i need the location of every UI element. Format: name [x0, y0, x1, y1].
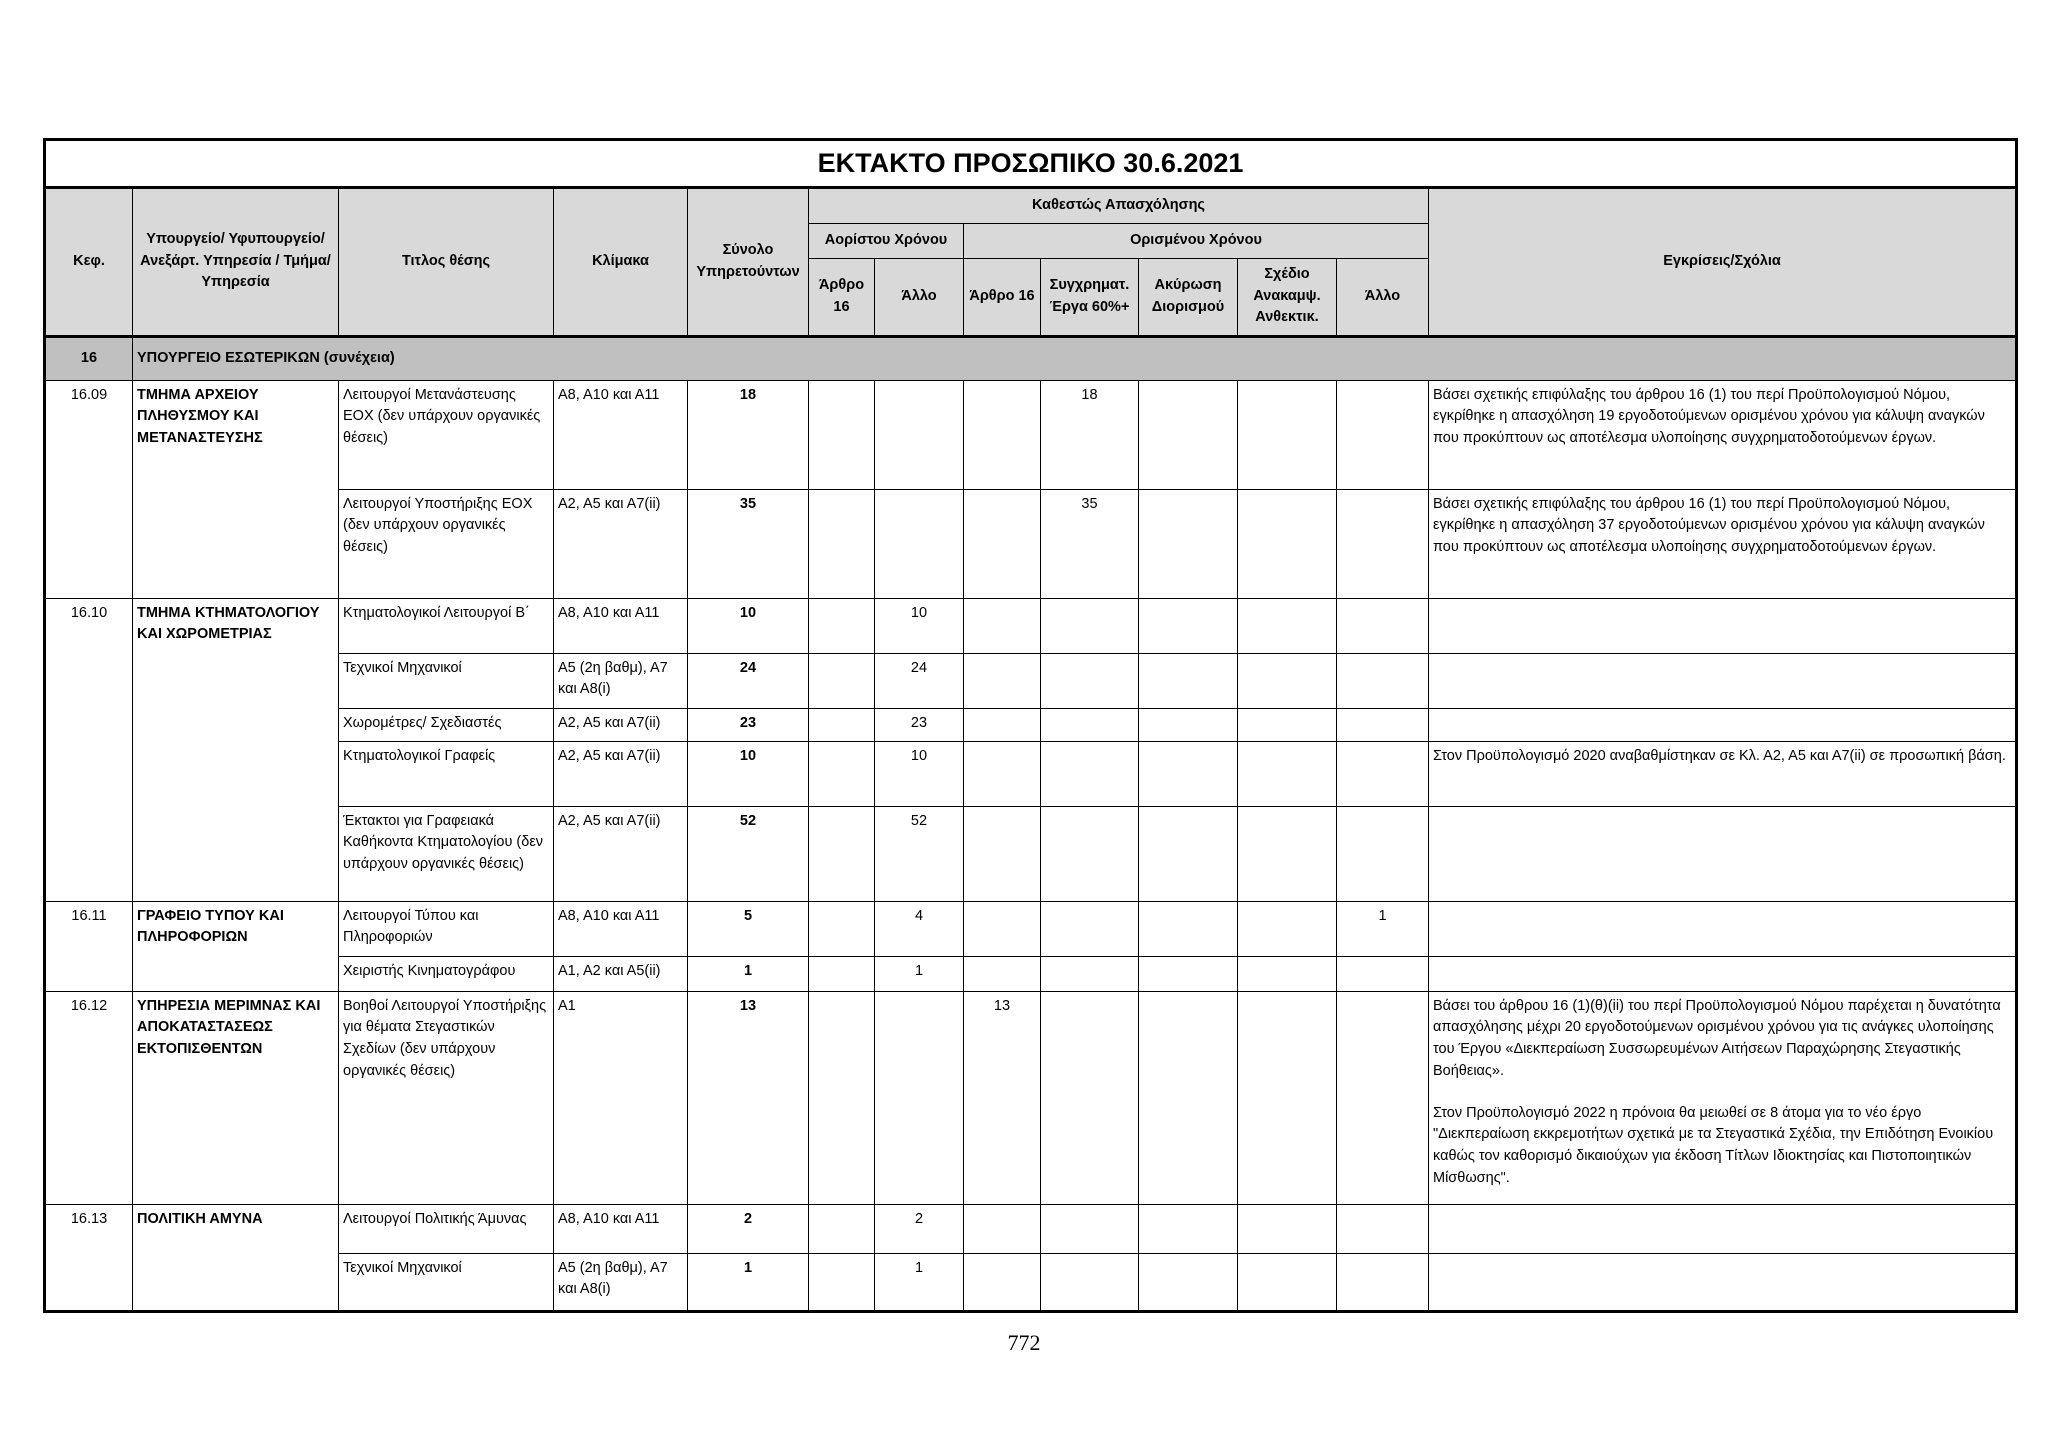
total-serving: 52: [688, 806, 809, 901]
position-title: Λειτουργοί Μετανάστευσης ΕΟΧ (δεν υπάρχουν οργανικές θέσεις): [339, 380, 554, 489]
salary-scale: Α8, Α10 και Α11: [554, 901, 688, 956]
department-name: ΤΜΗΜΑ ΑΡΧΕΙΟΥ ΠΛΗΘΥΣΜΟΥ ΚΑΙ ΜΕΤΑΝΑΣΤΕΥΣΗΣ: [133, 380, 339, 598]
salary-scale: Α2, Α5 και Α7(ii): [554, 806, 688, 901]
header-recovery: Σχέδιο Ανακαμψ. Ανθεκτικ.: [1238, 258, 1337, 336]
table-row: [45, 901, 2017, 956]
count-art16-a: [809, 991, 875, 1204]
count-other-f: [1337, 708, 1429, 741]
approval-notes: [1429, 380, 2017, 489]
count-cofunded: [1041, 806, 1139, 901]
table-row: [45, 991, 2017, 1204]
count-art16-f: 13: [964, 991, 1041, 1204]
count-other-a: 1: [875, 956, 964, 991]
count-cofunded: 35: [1041, 489, 1139, 598]
count-cofunded: [1041, 708, 1139, 741]
position-title: Κτηματολογικοί Γραφείς: [339, 741, 554, 806]
count-art16-f: [964, 708, 1041, 741]
count-recovery: [1238, 806, 1337, 901]
header-art16-indefinite: Άρθρο 16: [809, 258, 875, 336]
header-position: Τιτλος θέσης: [339, 187, 554, 336]
header-other-indefinite: Άλλο: [875, 258, 964, 336]
department-name: ΥΠΗΡΕΣΙΑ ΜΕΡΙΜΝΑΣ ΚΑΙ ΑΠΟΚΑΤΑΣΤΑΣΕΩΣ ΕΚΤΟΠΙΣΘΕΝΤΩΝ: [133, 991, 339, 1204]
chapter-code: 16.12: [45, 991, 133, 1204]
count-art16-f: [964, 1204, 1041, 1253]
count-cofunded: [1041, 1253, 1139, 1311]
count-cofunded: 18: [1041, 380, 1139, 489]
header-ministry: Υπουργείο/ Υφυπουργείο/ Ανεξάρτ. Υπηρεσία / Τμήμα/ Υπηρεσία: [133, 187, 339, 336]
count-art16-a: [809, 806, 875, 901]
approval-notes: [1429, 598, 2017, 653]
table-row: [45, 380, 2017, 489]
count-annulment: [1139, 489, 1238, 598]
count-art16-a: [809, 956, 875, 991]
count-other-f: [1337, 1253, 1429, 1311]
header-indefinite: Αορίστου Χρόνου: [809, 223, 964, 258]
count-cofunded: [1041, 991, 1139, 1204]
count-cofunded: [1041, 956, 1139, 991]
salary-scale: Α5 (2η βαθμ), Α7 και Α8(i): [554, 653, 688, 708]
count-annulment: [1139, 653, 1238, 708]
department-name: ΠΟΛΙΤΙΚΗ ΑΜΥΝΑ: [133, 1204, 339, 1311]
table-title: ΕΚΤΑΚΤΟ ΠΡΟΣΩΠΙΚΟ 30.6.2021: [45, 140, 2017, 188]
header-cofunded: Συγχρηματ. Έργα 60%+: [1041, 258, 1139, 336]
position-title: Λειτουργοί Τύπου και Πληροφοριών: [339, 901, 554, 956]
salary-scale: Α8, Α10 και Α11: [554, 598, 688, 653]
approval-notes: [1429, 901, 2017, 956]
count-other-a: 10: [875, 598, 964, 653]
section-row: [45, 336, 2017, 380]
chapter-code: 16.11: [45, 901, 133, 991]
header-other-fixed: Άλλο: [1337, 258, 1429, 336]
count-other-f: [1337, 380, 1429, 489]
count-other-f: [1337, 956, 1429, 991]
table-row: [45, 489, 2017, 598]
position-title: Λειτουργοί Πολιτικής Άμυνας: [339, 1204, 554, 1253]
count-other-f: [1337, 806, 1429, 901]
total-serving: 35: [688, 489, 809, 598]
count-cofunded: [1041, 653, 1139, 708]
count-recovery: [1238, 489, 1337, 598]
count-annulment: [1139, 1253, 1238, 1311]
count-other-a: 1: [875, 1253, 964, 1311]
count-annulment: [1139, 1204, 1238, 1253]
count-other-f: [1337, 1204, 1429, 1253]
count-other-f: [1337, 991, 1429, 1204]
count-art16-a: [809, 708, 875, 741]
position-title: Βοηθοί Λειτουργοί Υποστήριξης για θέματα Στεγαστικών Σχεδίων (δεν υπάρχουν οργανικές θέσεις): [339, 991, 554, 1204]
total-serving: 10: [688, 598, 809, 653]
chapter-code: 16.09: [45, 380, 133, 598]
section-number: 16: [45, 336, 133, 380]
count-recovery: [1238, 1253, 1337, 1311]
table-row: [45, 806, 2017, 901]
position-title: Τεχνικοί Μηχανικοί: [339, 653, 554, 708]
count-annulment: [1139, 741, 1238, 806]
chapter-code: 16.13: [45, 1204, 133, 1311]
count-art16-f: [964, 653, 1041, 708]
approval-note: Στον Προϋπολογισμό 2022 η πρόνοια θα μειωθεί σε 8 άτομα για το νέο έργο "Διεκπεραίωση εκκρεμοτήτων σχετικά με τα Στεγαστικά Σχέδια, την Επιδότηση Ενοικίου καθώς τον καθορισμό δικαιούχων για έκδοση Τίτλων Ιδιοκτησίας και Πιστοποιητικών Μίσθωσης".: [1433, 1104, 1994, 1186]
approval-note: Βάσει σχετικής επιφύλαξης του άρθρου 16 (1) του περί Προϋπολογισμού Νόμου, εγκρίθηκε η απασχόληση 19 εργοδοτούμενων ορισμένου χρόνου για κάλυψη αναγκών που προκύπτουν ως αποτέλεσμα υλοποίησης συγχρηματοδοτούμενων έργων.: [1433, 386, 1985, 446]
salary-scale: Α8, Α10 και Α11: [554, 1204, 688, 1253]
approval-notes: [1429, 741, 2017, 806]
count-other-f: [1337, 598, 1429, 653]
header-total: Σύνολο Υπηρετούντων: [688, 187, 809, 336]
count-annulment: [1139, 901, 1238, 956]
count-other-f: 1: [1337, 901, 1429, 956]
count-art16-f: [964, 956, 1041, 991]
approval-notes: [1429, 956, 2017, 991]
salary-scale: Α2, Α5 και Α7(ii): [554, 741, 688, 806]
header-fixed: Ορισμένου Χρόνου: [964, 223, 1429, 258]
position-title: Τεχνικοί Μηχανικοί: [339, 1253, 554, 1311]
approval-notes: [1429, 708, 2017, 741]
count-recovery: [1238, 708, 1337, 741]
count-recovery: [1238, 1204, 1337, 1253]
table-row: [45, 741, 2017, 806]
chapter-code: 16.10: [45, 598, 133, 901]
count-annulment: [1139, 598, 1238, 653]
header-art16-fixed: Άρθρο 16: [964, 258, 1041, 336]
count-annulment: [1139, 708, 1238, 741]
count-art16-f: [964, 380, 1041, 489]
count-other-a: 23: [875, 708, 964, 741]
count-other-a: 4: [875, 901, 964, 956]
count-annulment: [1139, 806, 1238, 901]
table-row: [45, 956, 2017, 991]
page-number: 772: [1007, 1330, 1041, 1355]
count-art16-f: [964, 598, 1041, 653]
count-cofunded: [1041, 598, 1139, 653]
count-recovery: [1238, 653, 1337, 708]
table-row: [45, 708, 2017, 741]
count-art16-f: [964, 806, 1041, 901]
total-serving: 2: [688, 1204, 809, 1253]
position-title: Λειτουργοί Υποστήριξης ΕΟΧ (δεν υπάρχουν οργανικές θέσεις): [339, 489, 554, 598]
count-art16-a: [809, 489, 875, 598]
salary-scale: Α8, Α10 και Α11: [554, 380, 688, 489]
approval-notes: [1429, 489, 2017, 598]
total-serving: 23: [688, 708, 809, 741]
count-other-f: [1337, 741, 1429, 806]
approval-note: Βάσει του άρθρου 16 (1)(θ)(ii) του περί Προϋπολογισμού Νόμου παρέχεται η δυνατότητα απασχόλησης μέχρι 20 εργοδοτούμενων ορισμένου χρόνου για τις ανάγκες υλοποίησης του Έργου «Διεκπεραίωση Συσσωρευμένων Αιτήσεων Παραχώρησης Στεγαστικής Βοήθειας».: [1433, 997, 2001, 1079]
approval-notes: [1429, 991, 2017, 1204]
department-name: ΓΡΑΦΕΙΟ ΤΥΠΟΥ ΚΑΙ ΠΛΗΡΟΦΟΡΙΩΝ: [133, 901, 339, 991]
approval-note: Βάσει σχετικής επιφύλαξης του άρθρου 16 (1) του περί Προϋπολογισμού Νόμου, εγκρίθηκε η απασχόληση 37 εργοδοτούμενων ορισμένου χρόνου για κάλυψη αναγκών που προκύπτουν ως αποτέλεσμα υλοποίησης συγχρηματοδοτούμενων έργων.: [1433, 495, 1985, 555]
count-recovery: [1238, 901, 1337, 956]
count-annulment: [1139, 991, 1238, 1204]
count-other-f: [1337, 489, 1429, 598]
count-recovery: [1238, 991, 1337, 1204]
total-serving: 18: [688, 380, 809, 489]
count-recovery: [1238, 598, 1337, 653]
section-name: ΥΠΟΥΡΓΕΙΟ ΕΣΩΤΕΡΙΚΩΝ (συνέχεια): [133, 336, 2017, 380]
approval-notes: [1429, 1204, 2017, 1253]
count-recovery: [1238, 380, 1337, 489]
count-other-a: 10: [875, 741, 964, 806]
salary-scale: Α2, Α5 και Α7(ii): [554, 708, 688, 741]
count-cofunded: [1041, 1204, 1139, 1253]
count-art16-a: [809, 598, 875, 653]
approval-notes: [1429, 653, 2017, 708]
salary-scale: Α2, Α5 και Α7(ii): [554, 489, 688, 598]
count-art16-f: [964, 489, 1041, 598]
table-row: [45, 1204, 2017, 1253]
header-annulment: Ακύρωση Διορισμού: [1139, 258, 1238, 336]
header-approvals: Εγκρίσεις/Σχόλια: [1429, 187, 2017, 336]
approval-note: Στον Προϋπολογισμό 2020 αναβαθμίστηκαν σε Κλ. Α2, Α5 και Α7(ii) σε προσωπική βάση.: [1433, 747, 2006, 764]
temporary-staff-table: [43, 138, 2018, 1313]
position-title: Χειριστής Κινηματογράφου: [339, 956, 554, 991]
position-title: Κτηματολογικοί Λειτουργοί Β΄: [339, 598, 554, 653]
header-scale: Κλίμακα: [554, 187, 688, 336]
count-art16-a: [809, 380, 875, 489]
count-recovery: [1238, 741, 1337, 806]
count-annulment: [1139, 380, 1238, 489]
total-serving: 5: [688, 901, 809, 956]
table-row: [45, 653, 2017, 708]
total-serving: 24: [688, 653, 809, 708]
total-serving: 1: [688, 1253, 809, 1311]
count-art16-f: [964, 901, 1041, 956]
count-other-a: 52: [875, 806, 964, 901]
position-title: Έκτακτοι για Γραφειακά Καθήκοντα Κτηματολογίου (δεν υπάρχουν οργανικές θέσεις): [339, 806, 554, 901]
header-kef: Κεφ.: [45, 187, 133, 336]
staff-table-sheet: [43, 138, 2015, 1313]
count-art16-a: [809, 741, 875, 806]
count-recovery: [1238, 956, 1337, 991]
total-serving: 10: [688, 741, 809, 806]
salary-scale: Α1, Α2 και Α5(ii): [554, 956, 688, 991]
approval-notes: [1429, 1253, 2017, 1311]
header-employment-status: Καθεστώς Απασχόλησης: [809, 187, 1429, 223]
count-other-a: [875, 991, 964, 1204]
count-art16-f: [964, 741, 1041, 806]
approval-notes: [1429, 806, 2017, 901]
table-row: [45, 598, 2017, 653]
count-art16-a: [809, 1204, 875, 1253]
count-art16-a: [809, 901, 875, 956]
salary-scale: Α5 (2η βαθμ), Α7 και Α8(i): [554, 1253, 688, 1311]
position-title: Χωρομέτρες/ Σχεδιαστές: [339, 708, 554, 741]
count-other-a: 2: [875, 1204, 964, 1253]
department-name: ΤΜΗΜΑ ΚΤΗΜΑΤΟΛΟΓΙΟΥ ΚΑΙ ΧΩΡΟΜΕΤΡΙΑΣ: [133, 598, 339, 901]
total-serving: 13: [688, 991, 809, 1204]
count-other-f: [1337, 653, 1429, 708]
count-other-a: 24: [875, 653, 964, 708]
count-other-a: [875, 380, 964, 489]
count-cofunded: [1041, 741, 1139, 806]
count-art16-f: [964, 1253, 1041, 1311]
count-art16-a: [809, 653, 875, 708]
salary-scale: Α1: [554, 991, 688, 1204]
count-cofunded: [1041, 901, 1139, 956]
total-serving: 1: [688, 956, 809, 991]
table-row: [45, 1253, 2017, 1311]
count-other-a: [875, 489, 964, 598]
count-art16-a: [809, 1253, 875, 1311]
count-annulment: [1139, 956, 1238, 991]
